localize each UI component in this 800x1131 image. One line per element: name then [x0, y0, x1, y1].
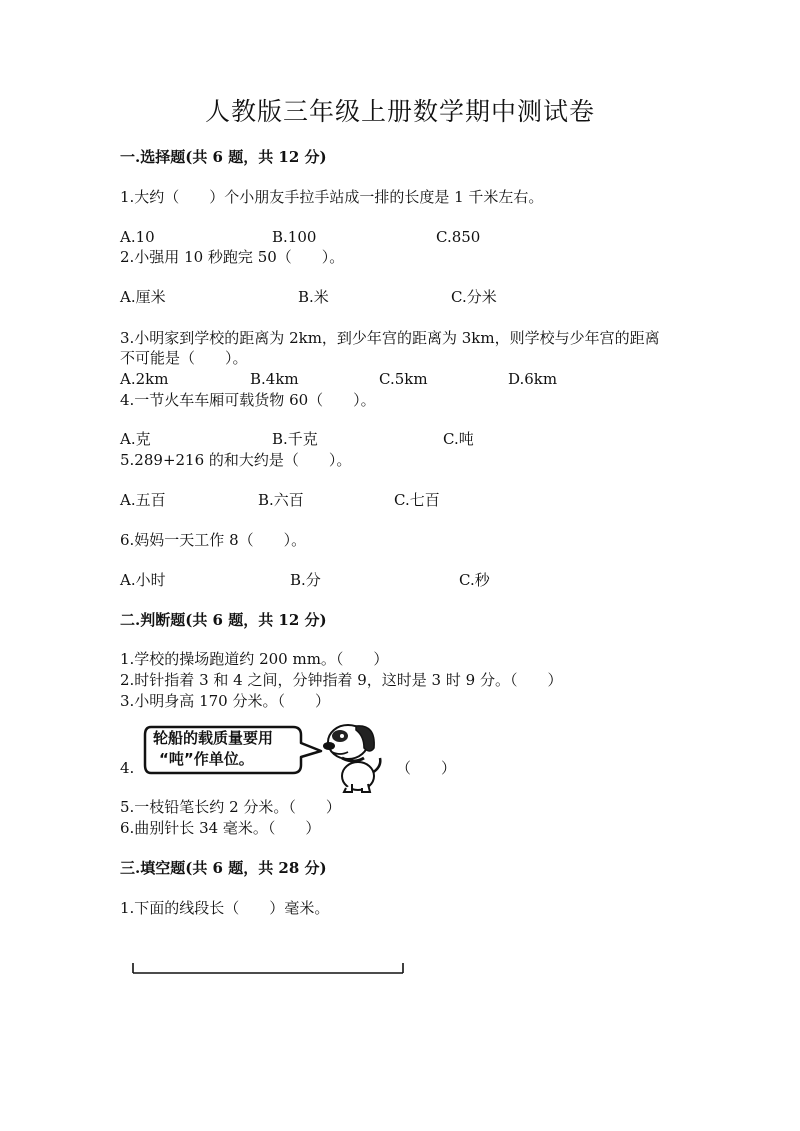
question-2-6: 6.曲别针长 34 毫米。（ ） — [120, 819, 321, 837]
option-1-5-a: A.五百 — [120, 491, 166, 509]
question-2-3: 3.小明身高 170 分米。（ ） — [120, 692, 330, 710]
question-2-4-number: 4. — [120, 759, 135, 777]
question-1-5: 5.289+216 的和大约是（ ）。 — [120, 451, 352, 469]
section-heading-fill: 三.填空题(共 6 题，共 28 分) — [120, 859, 327, 877]
option-1-5-c: C.七百 — [394, 491, 440, 509]
section-heading-choice: 一.选择题(共 6 题，共 12 分) — [120, 148, 327, 166]
question-1-3-line2: 不可能是（ ）。 — [120, 349, 248, 367]
question-2-5: 5.一枝铅笔长约 2 分米。（ ） — [120, 798, 341, 816]
option-1-1-c: C.850 — [436, 228, 481, 246]
question-1-3-line1: 3.小明家到学校的距离为 2km，到少年宫的距离为 3km，则学校与少年宫的距离 — [120, 329, 660, 347]
question-1-1: 1.大约（ ）个小朋友手拉手站成一排的长度是 1 千米左右。 — [120, 188, 544, 206]
option-1-2-a: A.厘米 — [120, 288, 166, 306]
option-1-6-b: B.分 — [290, 571, 321, 589]
question-2-1: 1.学校的操场跑道约 200 mm。（ ） — [120, 650, 389, 668]
question-3-1: 1.下面的线段长（ ）毫米。 — [120, 899, 330, 917]
section-heading-judge: 二.判断题(共 6 题，共 12 分) — [120, 611, 327, 629]
speech-bubble-line2: “吨”作单位。 — [159, 750, 254, 768]
option-1-2-b: B.米 — [298, 288, 329, 306]
question-1-4: 4.一节火车车厢可载货物 60（ ）。 — [120, 391, 376, 409]
option-1-4-b: B.千克 — [272, 430, 318, 448]
option-1-3-b: B.4km — [250, 370, 299, 388]
option-1-3-c: C.5km — [379, 370, 428, 388]
speech-bubble-text — [153, 728, 273, 770]
option-1-3-d: D.6km — [508, 370, 558, 388]
question-1-2: 2.小强用 10 秒跑完 50（ ）。 — [120, 248, 345, 266]
option-1-3-a: A.2km — [120, 370, 169, 388]
line-segment — [132, 960, 404, 974]
option-1-4-c: C.吨 — [443, 430, 474, 448]
speech-bubble — [143, 725, 303, 775]
option-1-4-a: A.克 — [120, 430, 151, 448]
option-1-6-a: A.小时 — [120, 571, 166, 589]
cartoon-dog-icon — [318, 718, 388, 794]
option-1-2-c: C.分米 — [451, 288, 497, 306]
question-2-2: 2.时针指着 3 和 4 之间，分钟指着 9，这时是 3 时 9 分。（ ） — [120, 671, 563, 689]
page-title: 人教版三年级上册数学期中测试卷 — [204, 97, 595, 126]
option-1-1-a: A.10 — [120, 228, 155, 246]
option-1-5-b: B.六百 — [258, 491, 304, 509]
question-2-4-paren: （ ） — [396, 759, 457, 777]
option-1-1-b: B.100 — [272, 228, 317, 246]
question-1-6: 6.妈妈一天工作 8（ ）。 — [120, 531, 307, 549]
option-1-6-c: C.秒 — [459, 571, 490, 589]
speech-bubble-line1: 轮船的载质量要用 — [153, 729, 274, 747]
